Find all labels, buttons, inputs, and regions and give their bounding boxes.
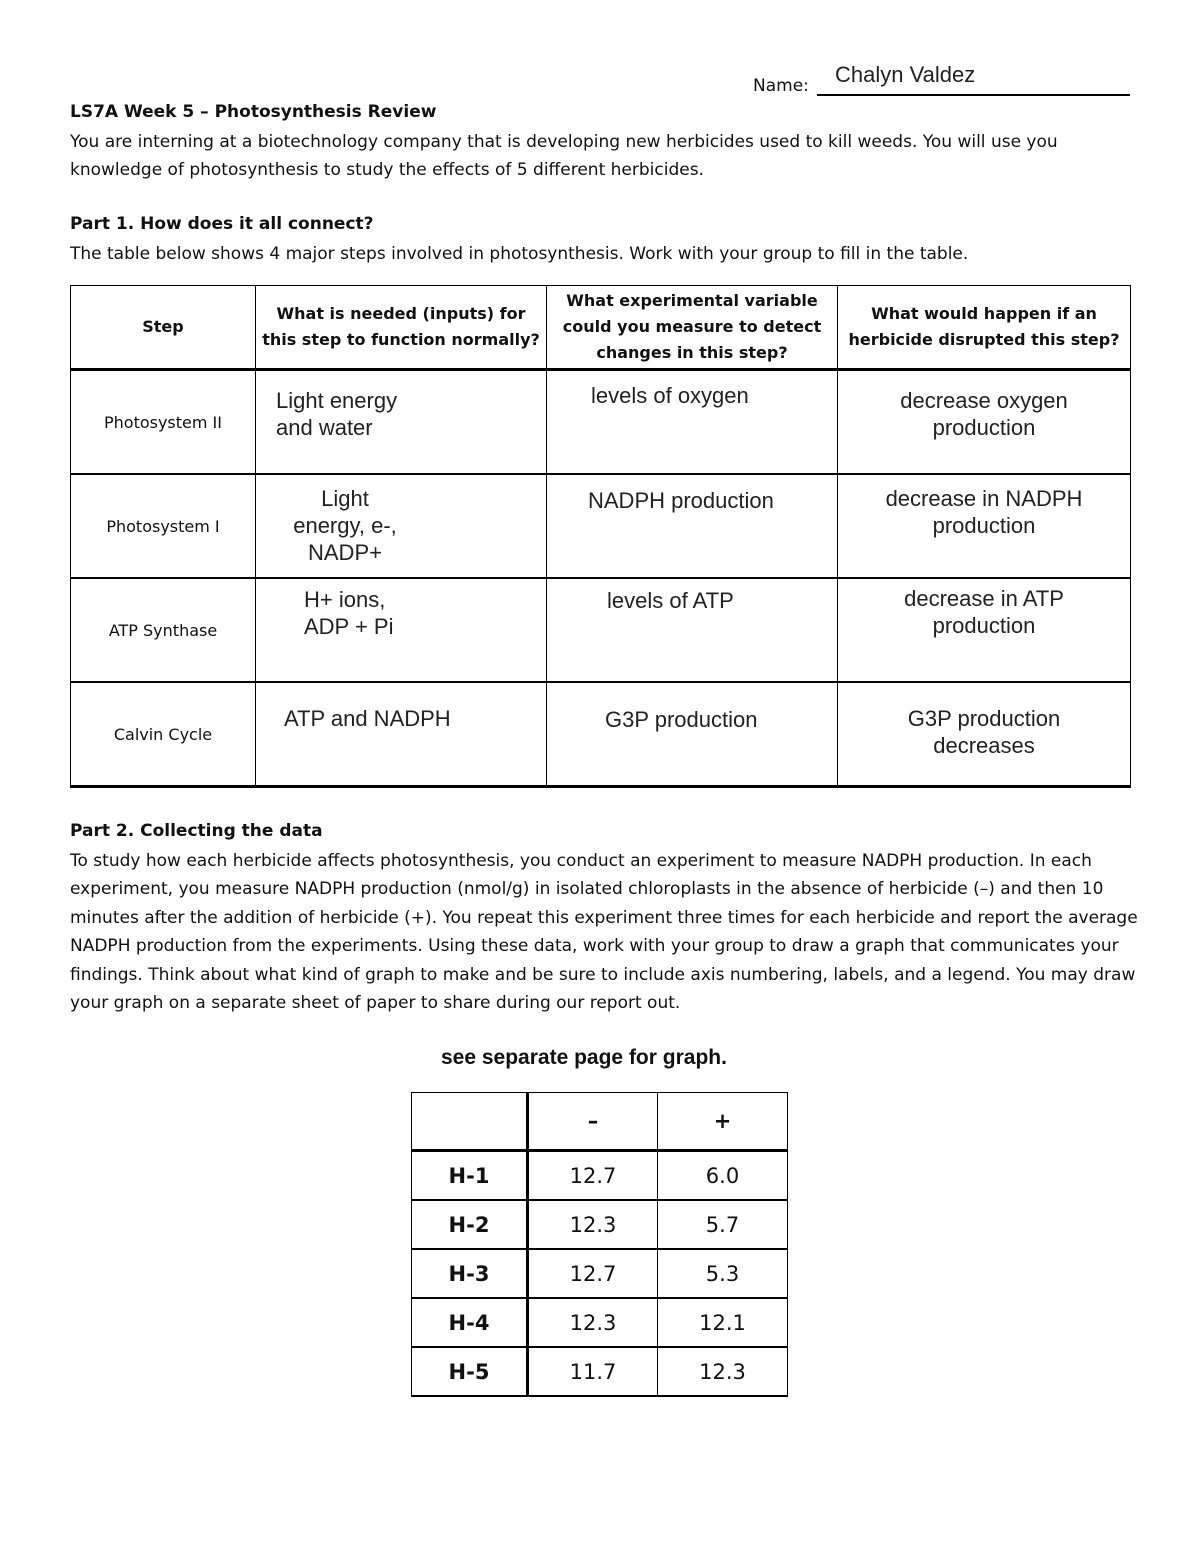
- inputs-cell[interactable]: [256, 682, 547, 787]
- effect-cell[interactable]: [838, 474, 1131, 578]
- inputs-cell[interactable]: [256, 370, 547, 475]
- corner-cell: [412, 1093, 528, 1151]
- variable-answer: G3P production: [605, 707, 758, 732]
- data-header-row: [412, 1093, 788, 1151]
- name-value[interactable]: Chalyn Valdez: [835, 62, 976, 87]
- part2-heading: Part 2. Collecting the data: [70, 821, 323, 841]
- table-row: [71, 578, 1131, 682]
- name-label: Name:: [753, 76, 809, 96]
- data-row: [412, 1298, 788, 1347]
- table-row: [71, 682, 1131, 787]
- variable-cell[interactable]: [547, 370, 838, 475]
- name-row: [753, 60, 1131, 100]
- variable-answer: levels of ATP: [607, 588, 734, 613]
- name-underline: [817, 94, 1130, 96]
- herbicide-label: H-3: [412, 1249, 528, 1298]
- graph-note: see separate page for graph.: [441, 1046, 727, 1069]
- minus-value: 12.7: [528, 1151, 658, 1201]
- nadph-data-table: [411, 1092, 788, 1397]
- table-row: [71, 474, 1131, 578]
- variable-cell[interactable]: [547, 682, 838, 787]
- data-row: [412, 1200, 788, 1249]
- part2-instructions: To study how each herbicide affects photosynthesis, you conduct an experiment to measure NADPH production. In each experiment, you measure NADPH production (nmol/g) in isolated chloroplasts in the absence of herbicide (–) and then 10 minutes after the addition of herbicide (+). You repeat this experiment three times for each herbicide and report the average NADPH production from the experiments. Using these data, work with your group to draw a graph that communicates your findings. Think about what kind of graph to make and be sure to include axis numbering, labels, and a legend. You may draw your graph on a separate sheet of paper to share during our report out.: [70, 851, 1138, 1014]
- effect-answer: G3P production decreases: [907, 706, 1061, 758]
- part1-instructions: The table below shows 4 major steps involved in photosynthesis. Work with your group to fill in the table.: [70, 244, 969, 264]
- herbicide-label: H-1: [412, 1151, 528, 1201]
- step-name: Photosystem II: [71, 370, 256, 475]
- variable-cell[interactable]: [547, 578, 838, 682]
- effect-cell[interactable]: [838, 370, 1131, 475]
- inputs-cell[interactable]: [256, 474, 547, 578]
- photosynthesis-steps-table: [70, 285, 1131, 788]
- data-row: [412, 1347, 788, 1396]
- column-header-inputs: What is needed (inputs) for this step to function normally?: [256, 286, 547, 370]
- plus-value: 6.0: [658, 1151, 788, 1201]
- plus-value: 12.1: [658, 1298, 788, 1347]
- effect-cell[interactable]: [838, 578, 1131, 682]
- inputs-answer: Light energy, e-, NADP+: [293, 486, 397, 565]
- effect-answer: decrease oxygen production: [900, 388, 1068, 440]
- effect-answer: decrease in NADPH production: [885, 486, 1083, 538]
- effect-cell[interactable]: [838, 682, 1131, 787]
- plus-value: 5.7: [658, 1200, 788, 1249]
- minus-value: 12.7: [528, 1249, 658, 1298]
- table-row: [71, 370, 1131, 475]
- column-header-effect: What would happen if an herbicide disrupted this step?: [838, 286, 1131, 370]
- column-header-step: Step: [71, 286, 256, 370]
- data-row: [412, 1249, 788, 1298]
- minus-value: 11.7: [528, 1347, 658, 1396]
- step-name: ATP Synthase: [71, 578, 256, 682]
- plus-value: 12.3: [658, 1347, 788, 1396]
- variable-answer: levels of oxygen: [591, 383, 749, 408]
- inputs-cell[interactable]: [256, 578, 547, 682]
- step-name: Calvin Cycle: [71, 682, 256, 787]
- column-header-plus: +: [658, 1093, 788, 1151]
- column-header-variable: What experimental variable could you measure to detect changes in this step?: [547, 286, 838, 370]
- variable-answer: NADPH production: [588, 488, 774, 513]
- intro-paragraph: You are interning at a biotechnology company that is developing new herbicides used to kill weeds. You will use you knowledge of photosynthesis to study the effects of 5 different herbicides.: [70, 132, 1058, 181]
- herbicide-label: H-4: [412, 1298, 528, 1347]
- herbicide-label: H-5: [412, 1347, 528, 1396]
- inputs-answer: ATP and NADPH: [284, 706, 451, 731]
- effect-answer: decrease in ATP production: [904, 586, 1064, 638]
- minus-value: 12.3: [528, 1298, 658, 1347]
- document-title: LS7A Week 5 – Photosynthesis Review: [70, 102, 437, 122]
- minus-value: 12.3: [528, 1200, 658, 1249]
- table-header-row: [71, 286, 1131, 370]
- part1-heading: Part 1. How does it all connect?: [70, 214, 374, 234]
- data-row: [412, 1151, 788, 1201]
- herbicide-label: H-2: [412, 1200, 528, 1249]
- inputs-answer: Light energy and water: [276, 388, 398, 440]
- column-header-minus: –: [528, 1093, 658, 1151]
- inputs-answer: H+ ions, ADP + Pi: [304, 587, 394, 639]
- variable-cell[interactable]: [547, 474, 838, 578]
- plus-value: 5.3: [658, 1249, 788, 1298]
- step-name: Photosystem I: [71, 474, 256, 578]
